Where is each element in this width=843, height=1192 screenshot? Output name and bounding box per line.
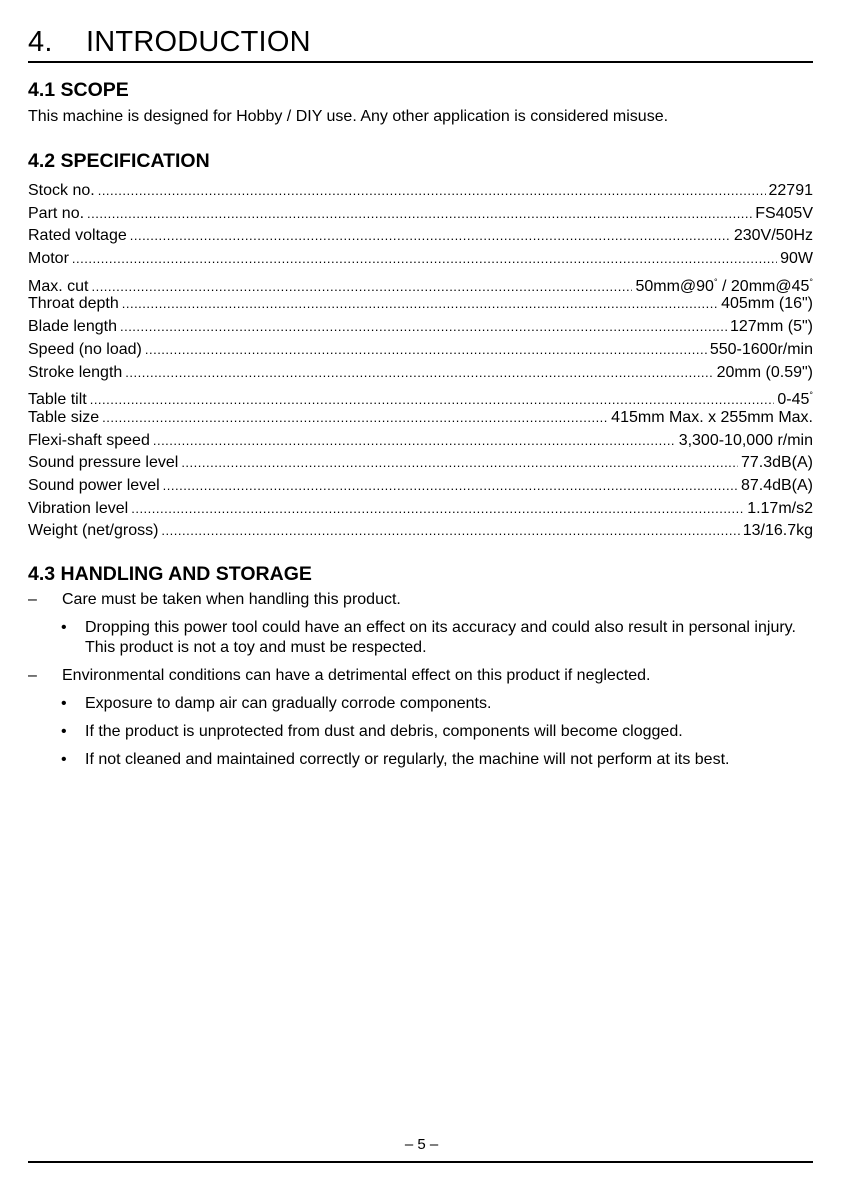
spec-label: Part no.	[28, 204, 85, 222]
list-item: • Exposure to damp air can gradually corrode components.	[61, 695, 492, 712]
spec-value: 230V/50Hz	[733, 227, 813, 245]
spec-row-sound-power	[28, 475, 813, 498]
spec-row-table-size	[28, 407, 813, 430]
spec-label: Stroke length	[28, 363, 123, 381]
spec-value: 405mm (16")	[721, 295, 813, 313]
bullet-marker: •	[61, 619, 67, 636]
spec-row-speed	[28, 339, 813, 362]
spec-row-part-no	[28, 203, 813, 226]
scope-heading: 4.1 SCOPE	[28, 79, 129, 101]
spec-row-sound-pressure	[28, 452, 813, 475]
list-item: • If the product is unprotected from dust and debris, components will become clogged.	[61, 723, 683, 740]
spec-label: Sound pressure level	[28, 454, 179, 472]
spec-value: 13/16.7kg	[742, 522, 813, 540]
specification-list	[28, 180, 813, 543]
spec-value: 0-45°	[777, 390, 813, 407]
spec-label: Flexi-shaft speed	[28, 431, 150, 449]
spec-label: Sound power level	[28, 476, 160, 494]
spec-row-throat-depth	[28, 293, 813, 316]
bullet-marker: •	[61, 695, 67, 712]
spec-value: 22791	[768, 182, 813, 199]
spec-label: Rated voltage	[28, 227, 127, 245]
list-item: • If not cleaned and maintained correctly or regularly, the machine will not perform at its best.	[61, 751, 730, 768]
list-item: • Dropping this power tool could have an effect on its accuracy and could also result in personal injury. This product is not a toy and must be respected.	[61, 619, 796, 656]
spec-label: Blade length	[28, 318, 117, 336]
spec-label: Vibration level	[28, 499, 129, 517]
handling-heading: 4.3 HANDLING AND STORAGE	[28, 563, 312, 585]
spec-row-blade-length	[28, 316, 813, 339]
spec-row-stock-no	[28, 180, 813, 203]
spec-label: Throat depth	[28, 295, 119, 313]
dash-marker: –	[28, 591, 37, 608]
spec-row-rated-voltage	[28, 225, 813, 248]
specification-heading: 4.2 SPECIFICATION	[28, 150, 210, 172]
spec-value: 77.3dB(A)	[740, 454, 813, 472]
bullet-marker: •	[61, 723, 67, 740]
spec-row-table-tilt	[28, 384, 813, 407]
page-number: – 5 –	[404, 1136, 439, 1153]
spec-value: 550-1600r/min	[709, 340, 813, 358]
footer-rule	[28, 1161, 813, 1163]
spec-row-vibration	[28, 498, 813, 521]
spec-row-max-cut	[28, 271, 813, 294]
spec-value: 3,300-10,000 r/min	[678, 431, 813, 449]
spec-row-stroke-length	[28, 362, 813, 385]
scope-text: This machine is designed for Hobby / DIY use. Any other application is considered misuse.	[28, 108, 669, 125]
spec-row-motor	[28, 248, 813, 271]
dash-marker: –	[28, 667, 37, 684]
spec-row-weight	[28, 520, 813, 543]
title-number: 4.	[28, 26, 53, 58]
spec-row-flexi-shaft-speed	[28, 430, 813, 453]
spec-label: Motor	[28, 250, 69, 268]
page-title	[28, 24, 813, 63]
spec-value: 415mm Max. x 255mm Max.	[611, 408, 813, 426]
spec-label: Weight (net/gross)	[28, 522, 159, 540]
list-item: – Care must be taken when handling this product.	[28, 591, 401, 608]
handling-list	[28, 590, 818, 778]
list-item: – Environmental conditions can have a detrimental effect on this product if neglected.	[28, 667, 651, 684]
bullet-marker: •	[61, 751, 67, 768]
spec-value: 1.17m/s2	[747, 499, 813, 517]
spec-value: 50mm@90° / 20mm@45°	[635, 276, 813, 294]
spec-label: Stock no.	[28, 182, 95, 199]
spec-label: Speed (no load)	[28, 340, 142, 358]
spec-label: Table tilt	[28, 391, 87, 407]
spec-label: Max. cut	[28, 277, 89, 294]
spec-label: Table size	[28, 408, 100, 426]
spec-value: 127mm (5")	[729, 318, 813, 336]
spec-value: FS405V	[755, 204, 813, 222]
title-text: INTRODUCTION	[86, 26, 311, 58]
spec-value: 90W	[780, 250, 813, 268]
spec-value: 20mm (0.59")	[716, 363, 813, 381]
spec-value: 87.4dB(A)	[740, 476, 813, 494]
